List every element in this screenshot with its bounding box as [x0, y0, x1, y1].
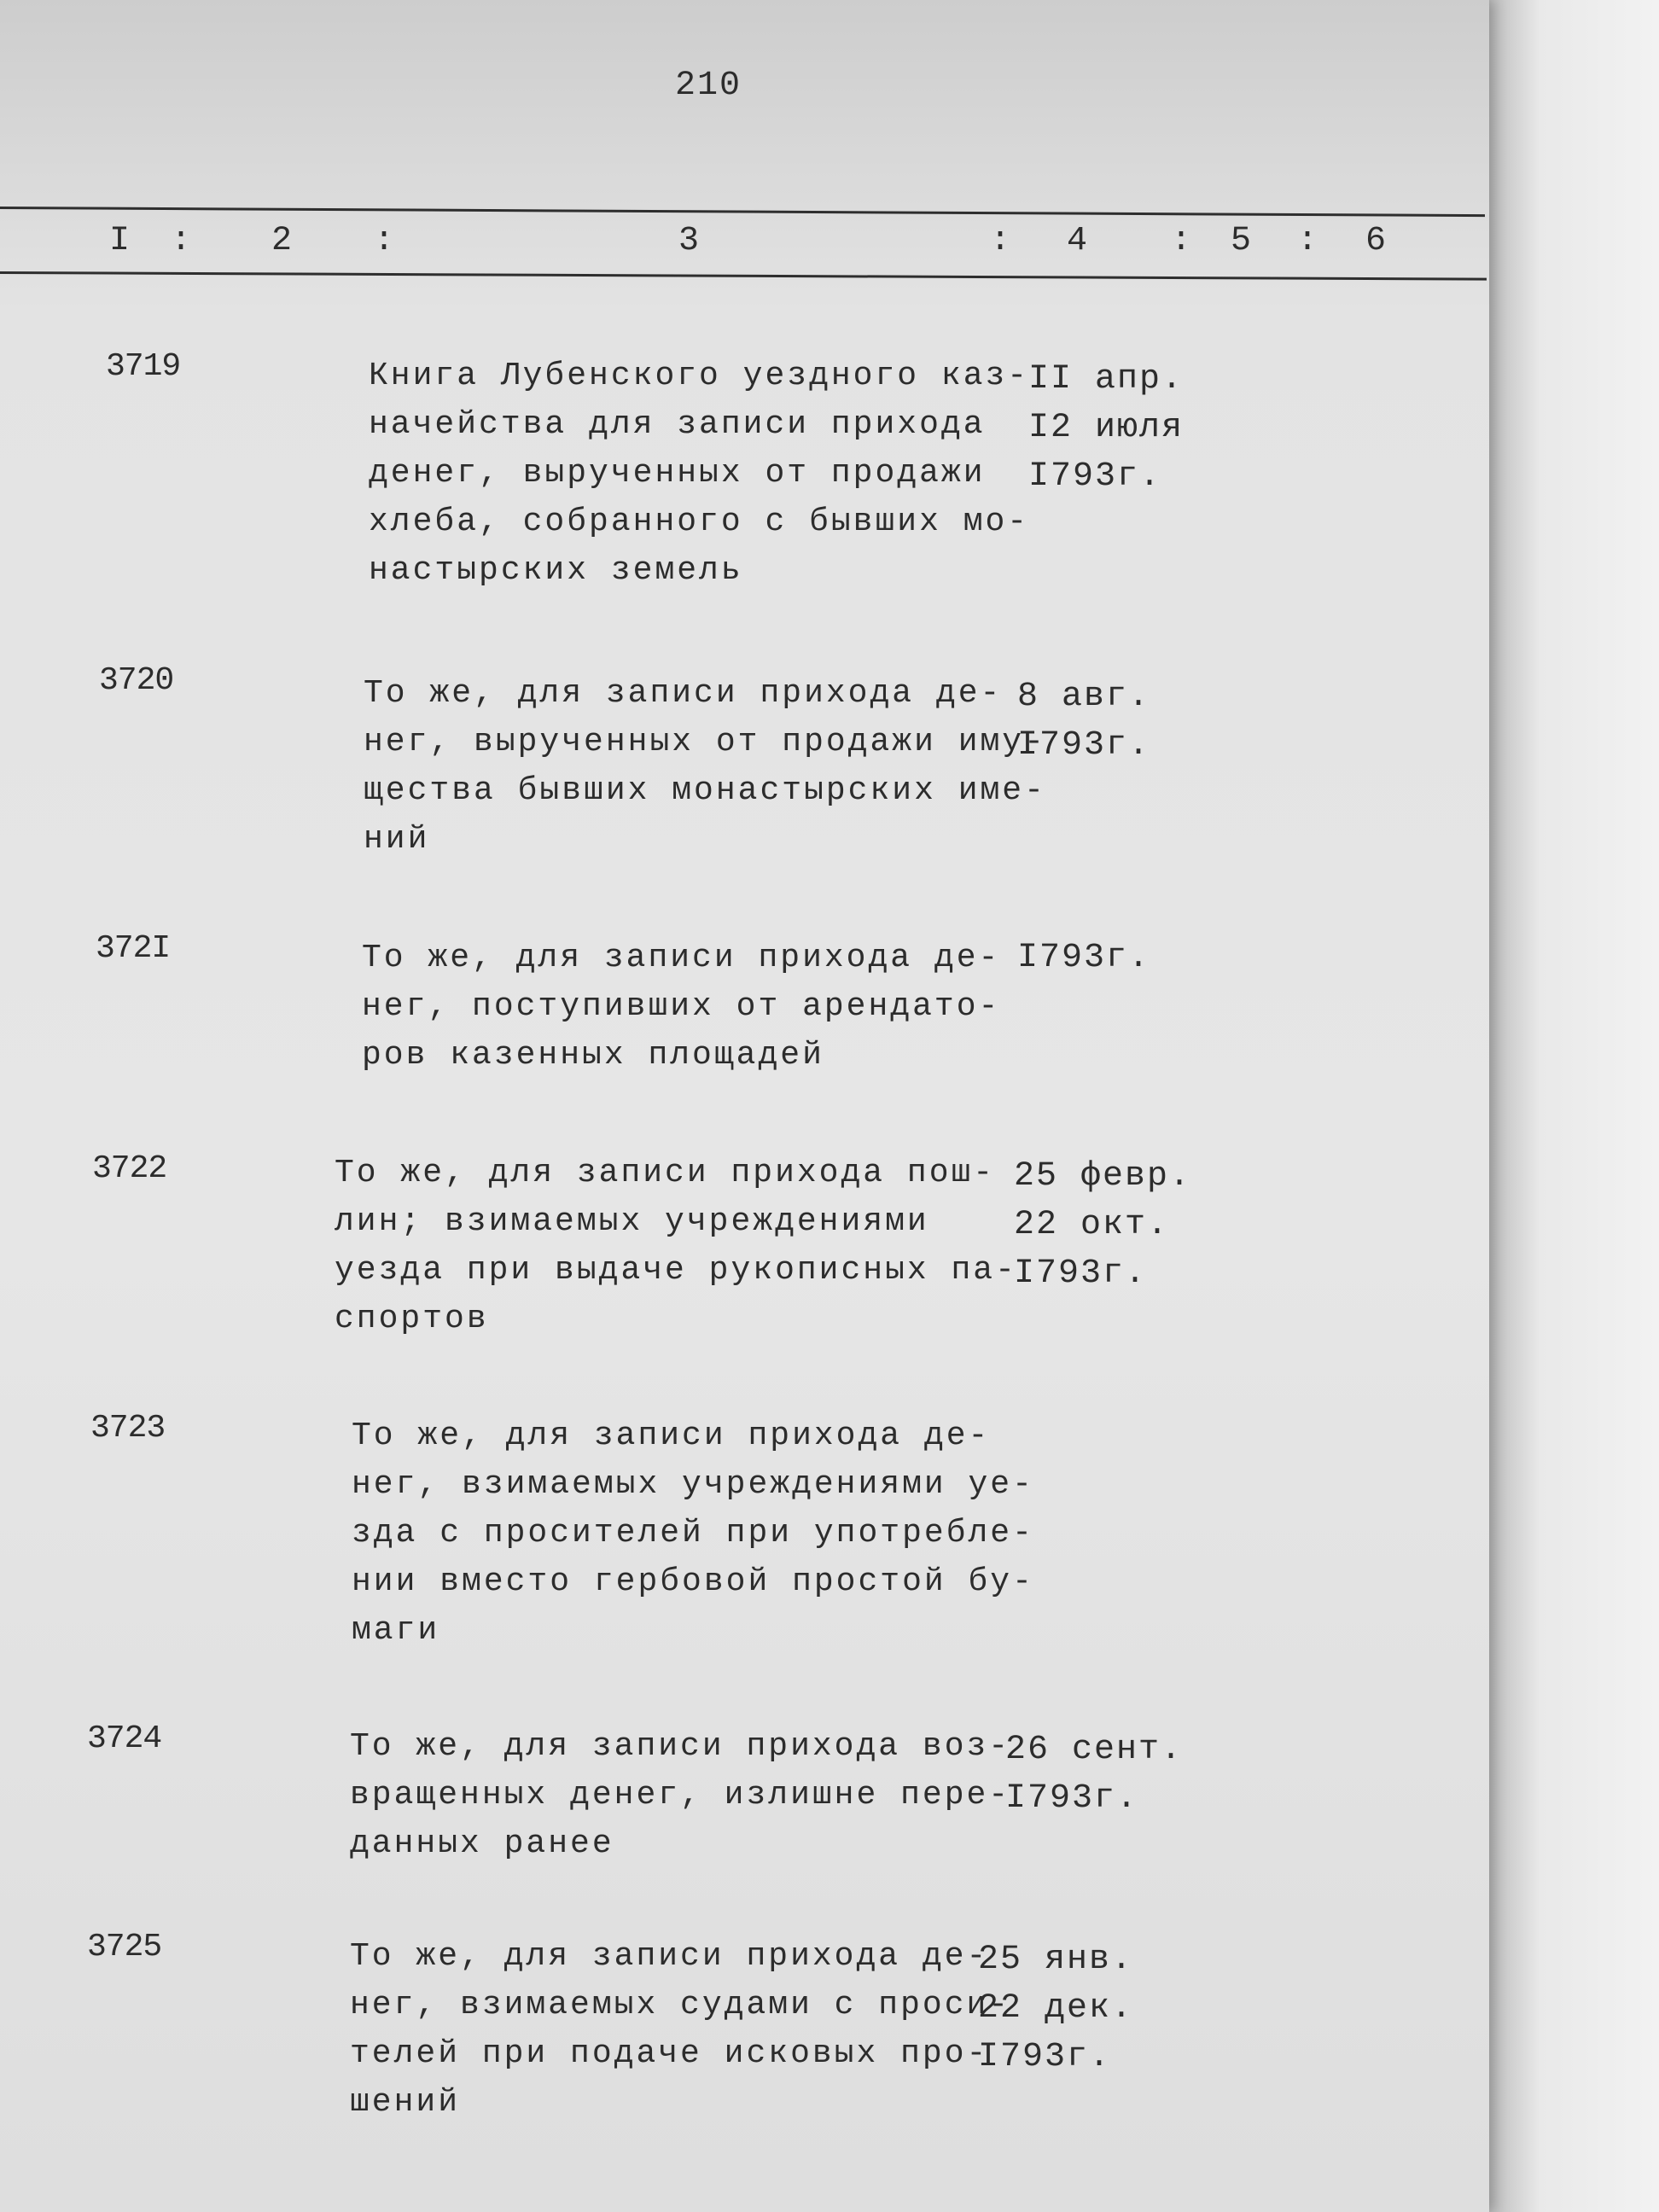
entry-description: То же, для записи прихода де- нег, поступивших от арендато- ров казенных площадей: [362, 940, 1001, 1074]
entry-description: То же, для записи прихода пош- лин; взимаемых учреждениями уезда при выдаче рукописных па- спортов: [335, 1155, 1017, 1337]
entry-number: 3723: [90, 1410, 166, 1447]
entry-description: То же, для записи прихода де- нег, взимаемых учреждениями уе- зда с просителей при употребле- нии вместо гербовой простой бу- маги: [352, 1417, 1034, 1649]
entry-number: 3725: [87, 1929, 162, 1965]
entry-dates: 26 сент. I793г.: [1005, 1731, 1184, 1818]
column-separator: :: [374, 222, 395, 260]
column-header-3: 3: [678, 222, 700, 260]
column-separator: :: [1297, 222, 1318, 260]
column-separator: :: [171, 222, 192, 260]
entry-description: Книга Лубенского уездного каз- начейства для записи прихода денег, вырученных от продажи хлеба, собранного с бывших мо- настырских земель: [369, 358, 1030, 589]
entry-dates: 25 февр. 22 окт. I793г.: [1014, 1157, 1192, 1293]
table-header-top-rule: [0, 207, 1485, 217]
underlying-page: [1489, 0, 1659, 2212]
column-separator: :: [990, 222, 1011, 260]
column-header-1: I: [109, 222, 131, 260]
entry-dates: I793г.: [1017, 939, 1151, 977]
column-header-6: 6: [1365, 222, 1387, 260]
entry-number: 3724: [87, 1720, 162, 1757]
entry-number: 3719: [106, 348, 181, 385]
entry-number: 372I: [96, 930, 171, 967]
entry-dates: 8 авг. I793г.: [1017, 678, 1151, 765]
entry-description: То же, для записи прихода воз- вращенных денег, излишне пере- данных ранее: [350, 1728, 1011, 1862]
entry-dates: II апр. I2 июля I793г.: [1028, 360, 1185, 496]
entry-description: То же, для записи прихода де- нег, взимаемых судами с проси- телей при подаче исковых про- шений: [350, 1938, 1011, 2121]
column-header-4: 4: [1067, 222, 1088, 260]
page-number: 210: [674, 67, 742, 105]
column-separator: :: [1171, 222, 1192, 260]
entry-dates: 25 янв. 22 дек. I793г.: [978, 1941, 1134, 2076]
entry-number: 3722: [92, 1150, 167, 1187]
entry-description: То же, для записи прихода де- нег, вырученных от продажи иму- щества бывших монастырских име- ний: [364, 675, 1046, 858]
entry-number: 3720: [99, 662, 174, 699]
table-header-bottom-rule: [0, 271, 1487, 281]
column-header-2: 2: [271, 222, 293, 260]
column-header-5: 5: [1231, 222, 1252, 260]
